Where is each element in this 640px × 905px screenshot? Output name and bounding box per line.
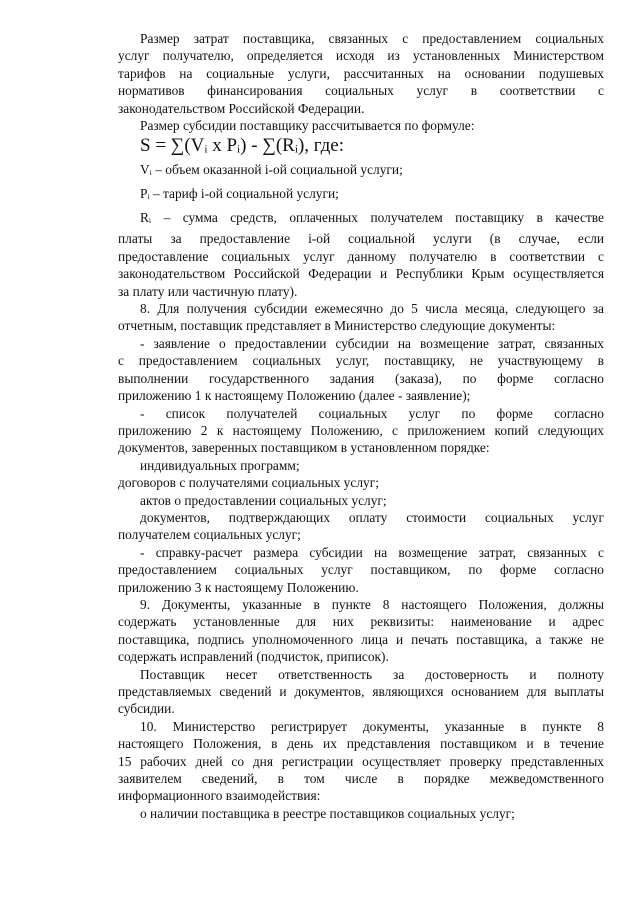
text-line: услуг получателю, определяется исходя из установленных Министерством [118,48,604,64]
text-line: документов, подтверждающих оплату стоимости социальных услуг [140,509,604,525]
text-line: содержать исправлений (подчисток, приписок). [118,649,389,665]
text-line: отчетным, поставщик представляет в Министерство следующие документы: [118,318,556,334]
text-line: информационного взаимодействия: [118,788,321,804]
text-line: приложению 3 к настоящему Положению. [118,579,359,595]
text-line: платы за предоставление i-ой социальной услуги (в случае, если [118,231,604,247]
text-line: выполнении государственного задания (заказа), по форме согласно [118,370,604,386]
text-line: приложению 1 к настоящему Положению (далее - заявление); [118,388,471,404]
text-line: представляемых сведений и документов, являющихся основанием для выплаты [118,684,604,699]
text-line: тарифов на социальные услуги, рассчитанных на основании подушевых [118,65,604,81]
text-line: субсидии. [118,701,175,717]
formula: S = ∑(Vᵢ x Pᵢ) - ∑(Rᵢ), где: [140,135,345,157]
text-line: законодательством Российской Федерации и Республики Крым осуществляется [118,266,604,282]
text-line: Размер затрат поставщика, связанных с предоставлением социальных [140,31,604,46]
text-line: с предоставлением социальных услуг, поставщику, не участвующему в [118,353,604,369]
text-line: - справку-расчет размера субсидии на возмещение затрат, связанных с [140,544,604,560]
formula-variable-v: Vᵢ – объем оказанной i-ой социальной услуги; [140,162,403,178]
text-line: 10. Министерство регистрирует документы, указанные в пункте 8 [140,718,604,734]
text-line: поставщика, подпись уполномоченного лица и печать поставщика, а также не [118,631,604,647]
text-line: - заявление о предоставлении субсидии на возмещение затрат, связанных [140,335,604,351]
text-line: настоящего Положения, в день их представления поставщиком и в течение [118,736,604,752]
text-line: индивидуальных программ; [140,457,300,473]
text-line: документов, заверенных поставщиком в установленном порядке: [118,440,490,456]
text-line: законодательством Российской Федерации. [118,100,365,116]
text-line: договоров с получателями социальных услуг; [118,475,379,491]
text-line: предоставлением социальных услуг поставщиком, по форме согласно [118,562,604,578]
text-line: о наличии поставщика в реестре поставщиков социальных услуг; [140,805,515,821]
text-line: нормативов финансирования социальных услуг в соответствии с [118,83,604,99]
text-line: содержать установленные для них реквизиты: наименование и адрес [118,614,604,630]
text-line: - список получателей социальных услуг по форме согласно [140,405,604,421]
text-line: заявителем сведений, в том числе в порядке межведомственного [118,771,604,787]
formula-variable-r: Rᵢ – сумма средств, оплаченных получателем поставщику в качестве [140,210,604,226]
text-line: предоставление социальных услуг данному получателю в соответствии с [118,248,604,264]
text-line: актов о предоставлении социальных услуг; [140,492,387,508]
text-line: Поставщик несет ответственность за достоверность и полноту [140,666,604,682]
text-line: за плату или частичную плату). [118,283,298,299]
text-line: получателем социальных услуг; [118,527,301,543]
text-line: 8. Для получения субсидии ежемесячно до 5 числа месяца, следующего за [140,301,604,317]
formula-variable-p: Pᵢ – тариф i-ой социальной услуги; [140,186,339,202]
text-line: 15 рабочих дней со дня регистрации осуществляет проверку представленных [118,753,604,769]
text-line: Размер субсидии поставщику рассчитывается по формуле: [140,118,475,134]
text-line: 9. Документы, указанные в пункте 8 настоящего Положения, должны [140,596,604,612]
text-line: приложению 2 к настоящему Положению, с приложением копий следующих [118,422,604,438]
